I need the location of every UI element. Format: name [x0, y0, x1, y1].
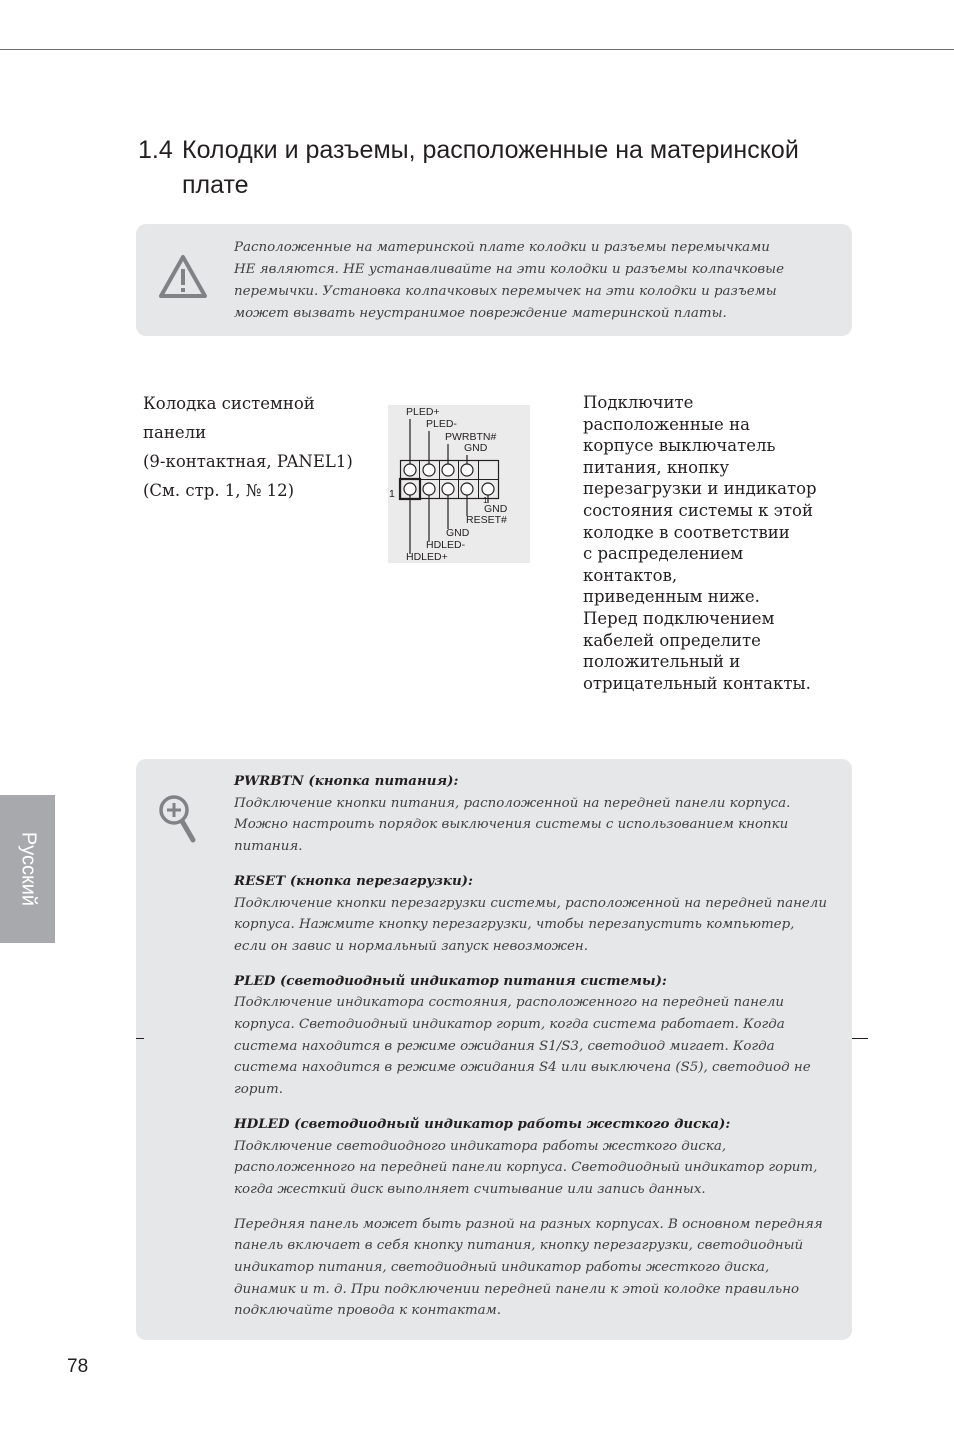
magnifier-plus-icon: [158, 793, 198, 845]
description-line: состояния системы к этой: [583, 500, 813, 520]
description-line: корпусе выключатель: [583, 436, 776, 456]
note-line: подключайте провода к контактам.: [234, 1303, 501, 1319]
label-reset: RESET#: [466, 514, 507, 526]
notes-box: [136, 759, 852, 1340]
crop-mark-right: [852, 1038, 868, 1039]
note-pwrbtn: [234, 771, 834, 858]
header-label: [143, 389, 373, 505]
page-number: 78: [67, 1356, 89, 1377]
warning-triangle-icon: [158, 254, 208, 300]
note-line: индикатор питания, светодиодный индикатор работы жесткого диска,: [234, 1260, 770, 1276]
header-label-line: (См. стр. 1, № 12): [143, 481, 295, 500]
note-footer: [234, 1214, 834, 1323]
note-line: если он завис и нормальный запуск невозможен.: [234, 938, 588, 954]
note-line: Подключение индикатора состояния, расположенного на передней панели: [234, 995, 785, 1011]
note-title: PWRBTN (кнопка питания):: [234, 773, 459, 789]
header-label-line: панели: [143, 423, 207, 442]
label-pled-minus: PLED-: [426, 418, 457, 430]
label-gnd-top: GND: [464, 442, 488, 454]
warning-box: [136, 224, 852, 336]
description-line: перезагрузки и индикатор: [583, 479, 817, 499]
note-reset: [234, 871, 834, 958]
header-label-line: Колодка системной: [143, 394, 315, 413]
note-line: Передняя панель может быть разной на разных корпусах. В основном передняя: [234, 1216, 823, 1232]
note-line: корпуса. Нажмите кнопку перезагрузки, чтобы перезапустить компьютер,: [234, 917, 795, 933]
top-rule: [0, 49, 954, 50]
note-line: динамик и т. д. При подключении передней панели к этой колодке правильно: [234, 1281, 800, 1297]
note-line: Подключение кнопки перезагрузки системы, расположенной на передней панели: [234, 895, 827, 911]
section-title-text: Колодки и разъемы, расположенные на материнской плате: [182, 136, 799, 199]
note-title: RESET (кнопка перезагрузки):: [234, 872, 473, 889]
description-line: расположенные на: [583, 414, 750, 434]
label-hdled-minus: HDLED-: [426, 539, 466, 551]
note-title: HDLED (светодиодный индикатор работы жесткого диска):: [234, 1115, 731, 1132]
description-line: положительный и: [583, 652, 741, 672]
warning-text: [234, 237, 824, 325]
language-tab-label: Русский: [17, 831, 39, 907]
note-line: система находится в режиме ожидания S4 или выключена (S5), светодиод не: [234, 1060, 811, 1076]
note-title: PLED (светодиодный индикатор питания системы):: [234, 972, 667, 989]
note-line: расположенного на передней панели корпуса. Светодиодный индикатор горит,: [234, 1160, 818, 1176]
description-line: Перед подключением: [583, 608, 775, 628]
note-hdled: [234, 1114, 834, 1201]
note-line: Подключение кнопки питания, расположенной на передней панели корпуса.: [234, 795, 791, 811]
description-line: Подключите: [583, 393, 694, 412]
warning-line: НЕ являются. НЕ устанавливайте на эти колодки и разъемы колпачковые: [234, 262, 785, 277]
warning-line: перемычки. Установка колпачковых перемычек на эти колодки и разъемы: [234, 284, 777, 299]
description-line: отрицательный контакты.: [583, 673, 811, 693]
note-line: Можно настроить порядок выключения системы с использованием кнопки: [234, 817, 789, 833]
label-pled-plus: PLED+: [406, 406, 440, 418]
notes-content: [234, 771, 834, 1335]
description-line: с распределением: [583, 544, 744, 564]
label-hdled-plus: HDLED+: [406, 551, 448, 563]
description-line: колодке в соответствии: [583, 522, 790, 542]
pin-one-label: 1: [389, 488, 395, 500]
header-label-line: (9-контактная, PANEL1): [143, 452, 353, 471]
note-pled: [234, 971, 834, 1101]
note-line: Подключение светодиодного индикатора работы жесткого диска,: [234, 1138, 727, 1154]
note-line: горит.: [234, 1082, 283, 1098]
warning-line: Расположенные на материнской плате колодки и разъемы перемычками: [234, 240, 770, 255]
description-line: питания, кнопку: [583, 457, 730, 477]
section-number: 1.4: [138, 136, 173, 164]
panel-header-diagram: [388, 405, 530, 563]
note-line: корпуса. Светодиодный индикатор горит, когда система работает. Когда: [234, 1017, 785, 1033]
label-gnd-right: GND: [484, 503, 508, 515]
note-line: система находится в режиме ожидания S1/S3, светодиод мигает. Когда: [234, 1038, 775, 1054]
label-pwrbtn: PWRBTN#: [445, 431, 497, 443]
connection-description: [583, 392, 843, 694]
note-line: когда жесткий диск выполняет считывание или запись данных.: [234, 1181, 706, 1197]
bottom-pin-one-label: 1: [483, 496, 488, 505]
note-line: питания.: [234, 839, 303, 855]
section-title: [138, 133, 858, 203]
label-gnd-bottom: GND: [446, 527, 470, 539]
description-line: кабелей определите: [583, 630, 761, 650]
crop-mark-left: [136, 1038, 144, 1039]
description-line: приведенным ниже.: [583, 587, 760, 607]
note-line: панель включает в себя кнопку питания, кнопку перезагрузки, светодиодный: [234, 1238, 804, 1254]
language-tab: [0, 795, 55, 943]
description-line: контактов,: [583, 565, 678, 585]
warning-line: может вызвать неустранимое повреждение материнской платы.: [234, 306, 727, 321]
